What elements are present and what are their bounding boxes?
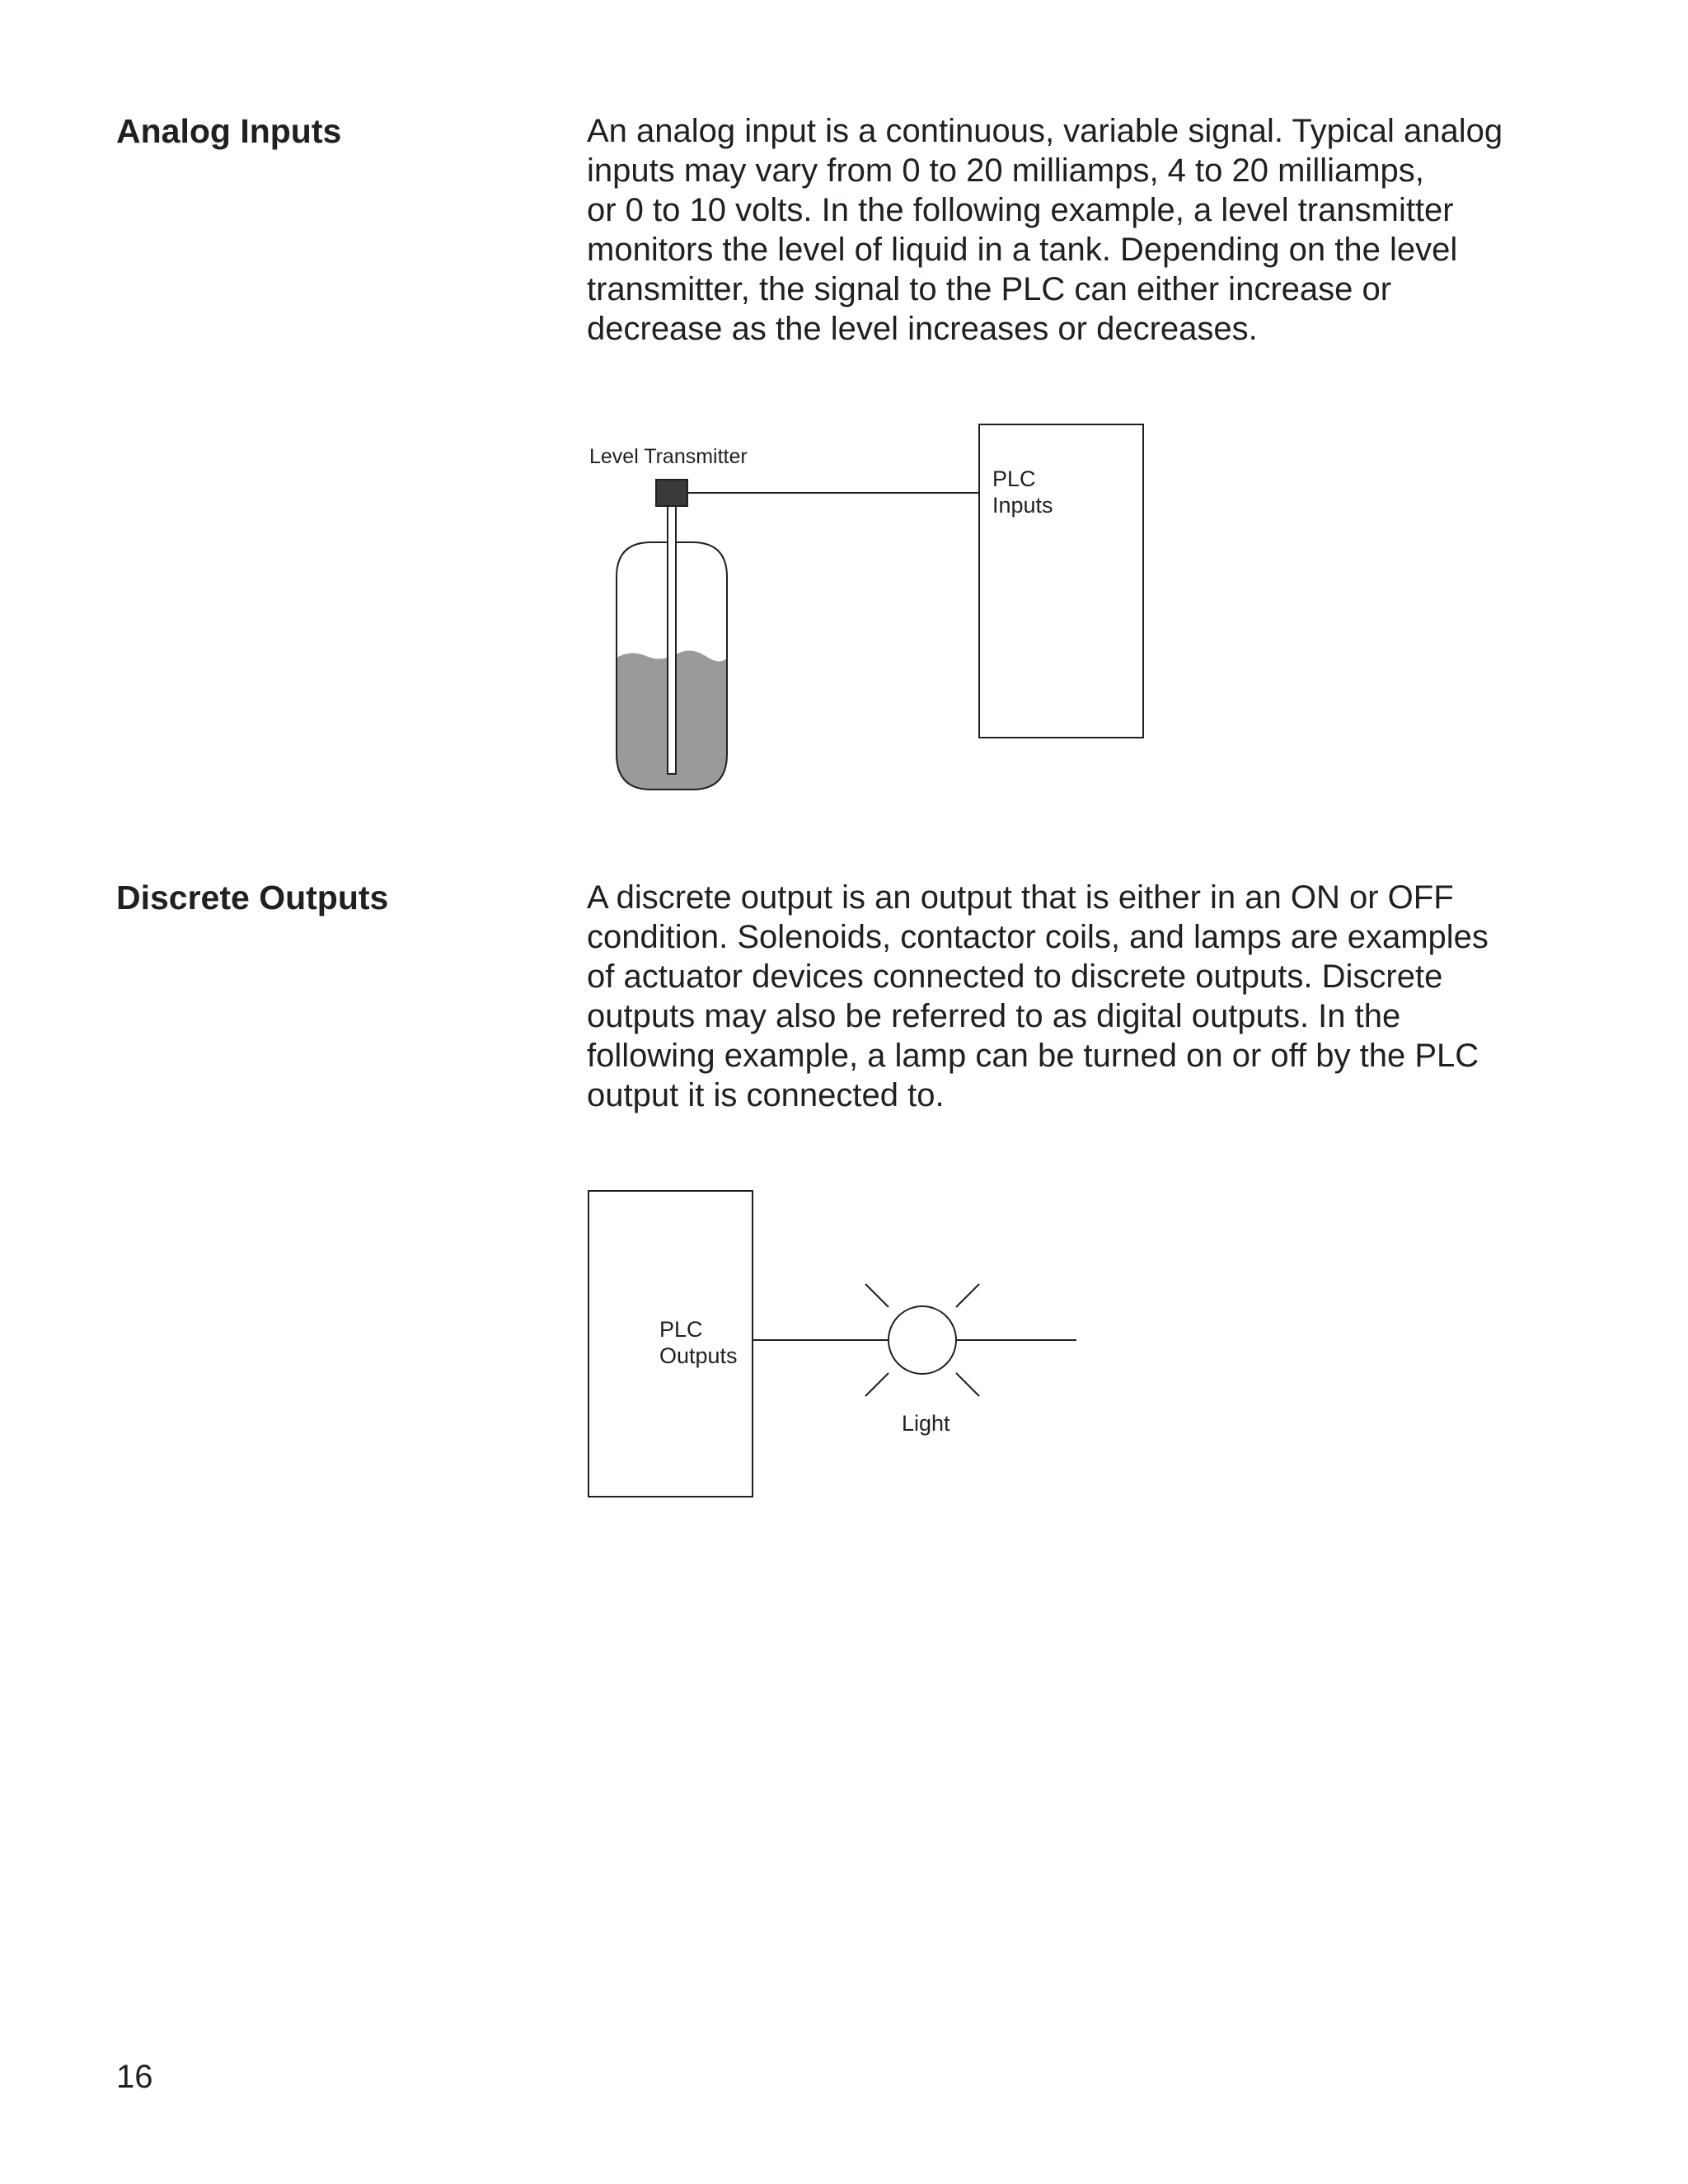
light-label: Light [902,1411,950,1436]
text-line: of actuator devices connected to discrete outputs. Discrete [587,958,1443,995]
lamp-ray [956,1284,979,1307]
heading-discrete-outputs: Discrete Outputs [116,879,389,916]
page-number: 16 [116,2059,153,2095]
plc-outputs-label-1: PLC [659,1317,703,1342]
text-line: An analog input is a continuous, variable signal. Typical analog [587,113,1503,149]
lamp-ray [956,1373,979,1396]
text-line: monitors the level of liquid in a tank. Depending on the level [587,232,1458,268]
plc-inputs-label-1: PLC [992,466,1036,491]
text-line: decrease as the level increases or decreases. [587,311,1258,347]
text-line: condition. Solenoids, contactor coils, and lamps are examples [587,919,1489,955]
text-line: outputs may also be referred to as digital outputs. In the [587,998,1401,1034]
text-line: inputs may vary from 0 to 20 milliamps, 4 to 20 milliamps, [587,152,1424,189]
plc-inputs-label-2: Inputs [992,493,1053,518]
lamp-ray [865,1284,889,1307]
lamp-icon [889,1306,956,1374]
text-line: following example, a lamp can be turned on or off by the PLC [587,1038,1479,1074]
text-line: A discrete output is an output that is either in an ON or OFF [587,879,1454,916]
level-transmitter-label: Level Transmitter [589,445,748,468]
lamp-ray [865,1373,889,1396]
heading-analog-inputs: Analog Inputs [116,112,342,150]
text-line: transmitter, the signal to the PLC can either increase or [587,271,1392,307]
plc-outputs-label-2: Outputs [659,1343,738,1368]
text-line: output it is connected to. [587,1077,945,1113]
text-line: or 0 to 10 volts. In the following example, a level transmitter [587,192,1454,228]
